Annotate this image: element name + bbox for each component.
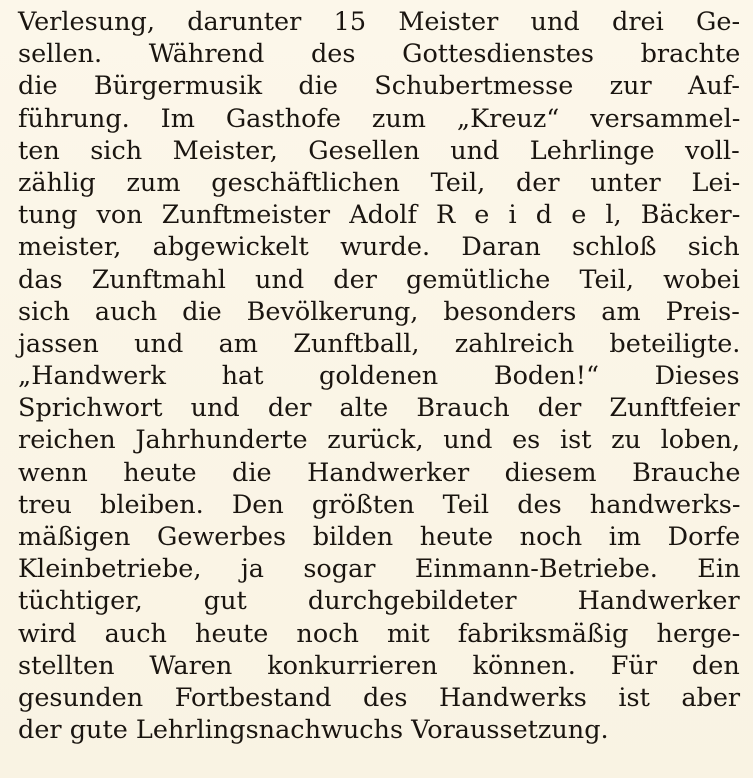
- article-line: die Bürgermusik die Schubertmesse zur Auf-: [18, 71, 740, 102]
- article-line: gesunden Fortbestand des Handwerks ist aber: [18, 682, 741, 713]
- article-line: führung. Im Gasthofe zum „Kreuz“ versammel-: [18, 103, 741, 134]
- article-line: wenn heute die Handwerker diesem Brauche: [18, 457, 741, 488]
- article-line: das Zunftmahl und der gemütliche Teil, wobei: [18, 264, 740, 295]
- article-line: tüchtiger, gut durchgebildeter Handwerker: [18, 586, 740, 617]
- article-line: Sprichwort und der alte Brauch der Zunftfeier: [18, 393, 740, 424]
- article-line: der gute Lehrlingsnachwuchs Voraussetzung.: [18, 715, 609, 746]
- article-line: mäßigen Gewerbes bilden heute noch im Dorfe: [18, 522, 741, 552]
- article-line: jassen und am Zunftball, zahlreich beteiligte.: [18, 328, 741, 359]
- article-line: Kleinbetriebe, ja sogar Einmann-Betriebe. Ein: [18, 554, 741, 585]
- article-line: sich auch die Bevölkerung, besonders am Preis-: [18, 296, 740, 327]
- article-line: treu bleiben. Den größten Teil des handwerks-: [18, 489, 741, 520]
- article-line: Verlesung, darunter 15 Meister und drei Ge-: [18, 7, 741, 37]
- article-column: [18, 6, 740, 746]
- article-line: sellen. Während des Gottesdienstes brachte: [18, 39, 741, 70]
- article-line: stellten Waren konkurrieren können. Für den: [18, 650, 740, 681]
- article-line: meister, abgewickelt wurde. Daran schloß sich: [18, 232, 740, 263]
- article-line: tung von Zunftmeister Adolf R e i d e l, Bäcker-: [18, 200, 741, 231]
- article-line: ten sich Meister, Gesellen und Lehrlinge voll-: [18, 135, 740, 166]
- article-line: „Handwerk hat goldenen Boden!“ Dieses: [18, 361, 740, 392]
- article-line: reichen Jahrhunderte zurück, und es ist zu loben,: [18, 425, 741, 456]
- article-line: wird auch heute noch mit fabriksmäßig herge-: [18, 618, 741, 649]
- article-line: zählig zum geschäftlichen Teil, der unter Lei-: [18, 167, 741, 198]
